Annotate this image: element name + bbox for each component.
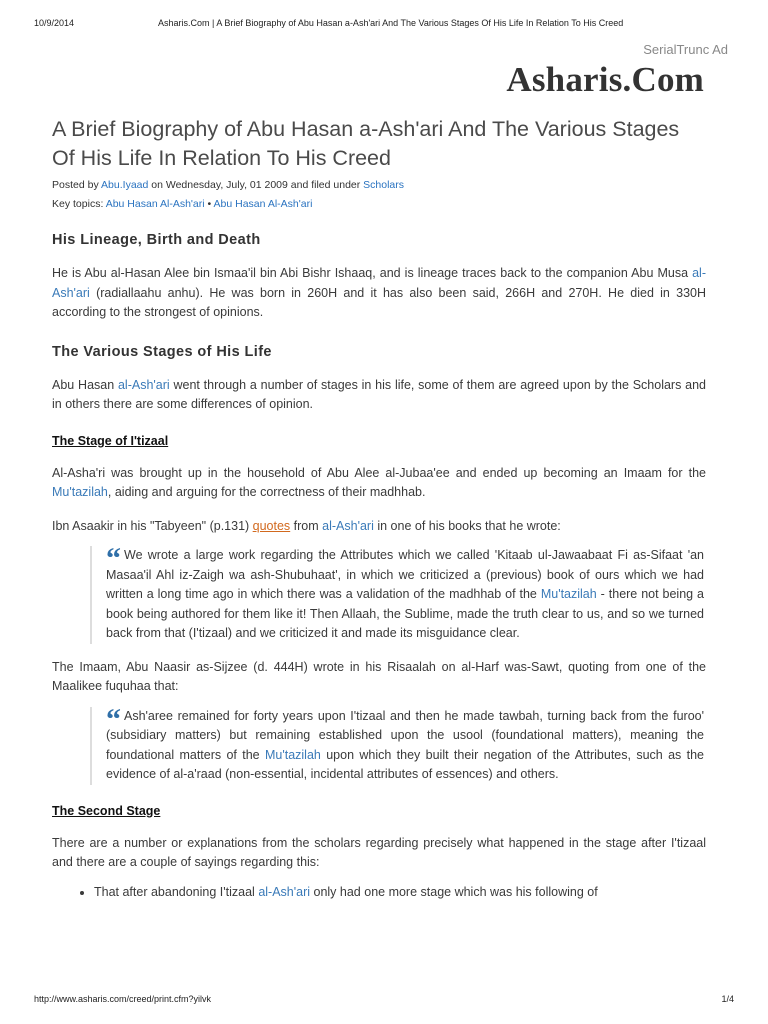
text-run: - there not being a book being authored for them like it! Then Allaah, the Sublime, made the truth clear to us, and so we turned back from that (I'tizaal) and we criticized it and made its misguidance clear. xyxy=(106,587,704,640)
key-topics xyxy=(52,198,706,211)
quote-mark-icon: “ xyxy=(106,542,121,575)
text-run: He is Abu al-Hasan Alee bin Ismaa'il bin Abi Bishr Ishaaq, and is lineage traces back to the companion Abu Musa xyxy=(52,266,693,280)
paragraph-itizaal-1 xyxy=(52,464,706,503)
keyword-link[interactable]: al-Ash'ari xyxy=(117,377,170,392)
list-item xyxy=(94,883,706,903)
post-meta xyxy=(52,179,706,192)
section-heading-lineage: His Lineage, Birth and Death xyxy=(52,232,261,248)
subheading-stage-itizaal: The Stage of I'tizaal xyxy=(52,433,169,448)
topic-link-1[interactable]: Abu Hasan Al-Ash'ari xyxy=(105,198,205,210)
text-run: went through a number of stages in his life, some of them are agreed upon by the Scholars and in others there are some differences of opinion. xyxy=(52,377,706,411)
author-link[interactable]: Abu.Iyaad xyxy=(101,179,149,191)
paragraph-sijzee: The Imaam, Abu Naasir as-Sijzee (d. 444H) wrote in his Risaalah on al-Harf was-Sawt, quoting from one of the Maalikee fuquhaa that: xyxy=(52,659,706,693)
quote-mark-icon: “ xyxy=(106,702,121,736)
article xyxy=(52,115,706,902)
topic-separator: • xyxy=(204,198,214,210)
text-run: Ash'aree remained for forty years upon I'tizaal and then he made tawbah, turning back from the furoo' (subsidiary matters) but remaining established upon the usool (foundational matters), meaning the foundational matters of the xyxy=(106,708,704,762)
category-link[interactable]: Scholars xyxy=(363,179,405,191)
key-topics-label: Key topics: xyxy=(52,198,106,210)
quotes-link[interactable]: quotes xyxy=(252,518,291,533)
text-run: We wrote a large work regarding the Attributes which we called 'Kitaab ul-Jawaabaat Fi as-Sifaat 'an Masaa'il Ahl iz-Zaigh wa ash-Shubuhaat', in which we criticized a (previous) book of ours which we had written a long time ago in which there was a validation of the madhhab of the xyxy=(106,548,704,601)
keyword-link[interactable]: al-Ash'ari xyxy=(52,266,706,300)
post-date-text: on Wednesday, July, 01 2009 and filed under xyxy=(148,179,364,191)
text-run: from xyxy=(290,518,323,533)
print-doc-title: Asharis.Com | A Brief Biography of Abu Hasan a-Ash'ari And The Various Stages Of His Life In Relation To His Creed xyxy=(158,18,624,28)
posted-by-label: Posted by xyxy=(52,179,102,191)
print-date: 10/9/2014 xyxy=(34,18,75,28)
paragraph-second-stage: There are a number or explanations from the scholars regarding precisely what happened in the stage after I'tizaal and there are a couple of sayings regarding this: xyxy=(52,835,706,869)
text-run: upon which they built their negation of the Attributes, such as the evidence of al-a'raad (non-essential, incidental attributes of essences) and others. xyxy=(106,747,704,781)
print-url: http://www.asharis.com/creed/print.cfm?yilvk xyxy=(34,994,212,1004)
keyword-link[interactable]: al-Ash'ari xyxy=(322,518,374,533)
paragraph-itizaal-2 xyxy=(52,517,706,537)
text-run: only had one more stage which was his following of xyxy=(310,884,598,899)
site-logo[interactable]: Asharis.Com xyxy=(506,60,704,99)
section-heading-stages: The Various Stages of His Life xyxy=(52,343,272,360)
topic-link-2[interactable]: Abu Hasan Al-Ash'ari xyxy=(213,198,313,210)
ad-label[interactable]: SerialTrunc Ad xyxy=(643,42,728,57)
keyword-link[interactable]: Mu'tazilah xyxy=(540,587,597,601)
sayings-list xyxy=(52,883,706,903)
text-run: Al-Asha'ri was brought up in the household of Abu Alee al-Jubaa'ee and ended up becoming an Imaam for the xyxy=(52,465,706,480)
keyword-link[interactable]: Mu'tazilah xyxy=(52,485,108,499)
text-run: in one of his books that he wrote: xyxy=(373,518,561,533)
paragraph-stages xyxy=(52,376,706,415)
subheading-second-stage: The Second Stage xyxy=(52,803,161,818)
paragraph-lineage xyxy=(52,264,706,323)
blockquote-kitaab xyxy=(90,542,706,644)
blockquote-ashari xyxy=(90,702,706,785)
text-run: Abu Hasan xyxy=(52,377,118,392)
text-run: Ibn Asaakir in his "Tabyeen" (p.131) xyxy=(52,518,253,533)
page-number: 1/4 xyxy=(721,994,734,1004)
text-run: , aiding and arguing for the correctness of their madhhab. xyxy=(107,485,426,499)
keyword-link[interactable]: Mu'tazilah xyxy=(264,747,321,762)
text-run: (radiallaahu anhu). He was born in 260H and it has also been said, 266H and 270H. He died in 330H according to the strongest of opinions. xyxy=(52,285,706,319)
keyword-link[interactable]: al-Ash'ari xyxy=(258,884,311,899)
text-run: That after abandoning I'tizaal xyxy=(94,884,259,899)
article-title: A Brief Biography of Abu Hasan a-Ash'ari And The Various Stages Of His Life In Relation To His Creed xyxy=(52,117,680,170)
